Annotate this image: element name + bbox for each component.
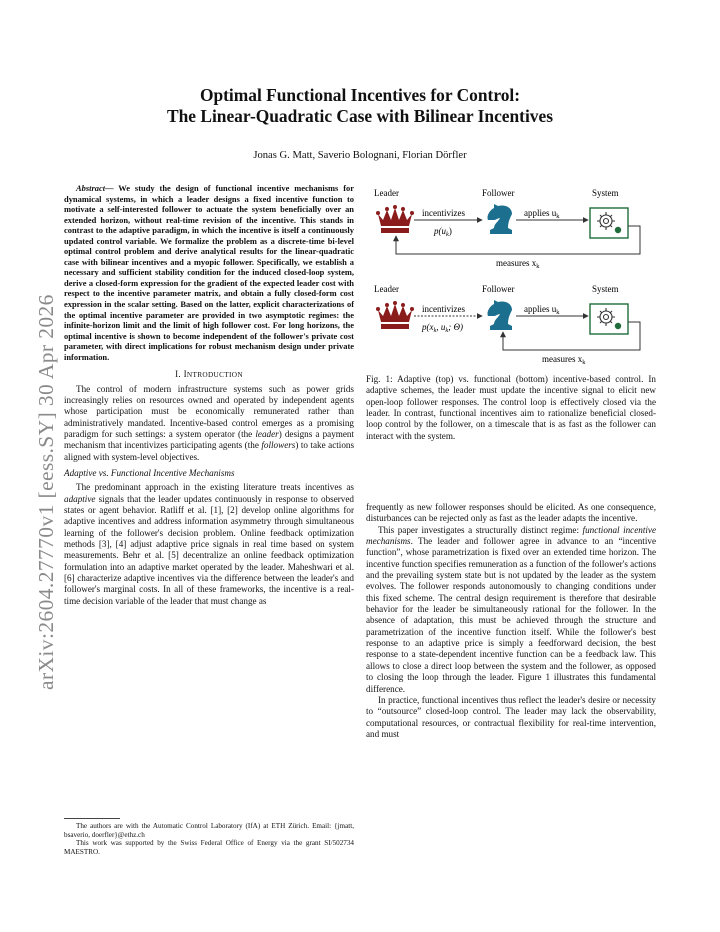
section-heading-introduction: I. INTRODUCTION bbox=[175, 369, 243, 380]
functional-diagram bbox=[374, 284, 640, 366]
system-box-bottom bbox=[590, 304, 628, 334]
footnote-funding: This work was supported by the Swiss Federal Office of Energy via the grant SI/502734 MAESTRO. bbox=[64, 839, 354, 856]
label-applies-top: applies $u_k$ bbox=[524, 208, 560, 220]
intro-paragraph-2: The predominant approach in the existing literature treats incentives as adaptive signals that the leader updates continuously in response to observed states or agent behavior. Ratliff et al. [1], [2] develop online algorithms for adaptive incentives and address information asymmetry through simultaneous learning of the follower's decision problem. Online feedback optimization methods [3], [4] adjust adaptive price signals in real time based on system measurements. Behr et al. [5] decentralize an online feedback optimization formulation into an adaptive market operated by the leader. Maheshwari et al. [6] characterize adaptive incentives via the difference between the leader's and follower's marginal costs. In all of these frameworks, the incentive is a real-time decision variable of the leader that must change as bbox=[64, 482, 354, 606]
right-paragraph-3: In practice, functional incentives thus reflect the leader's desire or necessity to “outsource” closed-loop control. The leader may lack the observability, computational resources, or contractual flexibility for real-time intervention, and must bbox=[366, 694, 656, 739]
abstract-label: Abstract bbox=[76, 183, 106, 193]
adaptive-diagram bbox=[374, 188, 640, 270]
label-leader-top: Leader bbox=[374, 188, 399, 198]
label-follower-bottom: Follower bbox=[482, 284, 515, 294]
label-incentivizes-bottom: incentivizes bbox=[422, 304, 465, 314]
label-applies-bottom: applies $u_k$ bbox=[524, 304, 560, 316]
right-paragraph-1: frequently as new follower responses should be elicited. As one consequence, disturbances can be rejected only as fast as the leader adapts the incentive. bbox=[366, 502, 656, 524]
left-column bbox=[64, 183, 354, 607]
title-line-2: The Linear-Quadratic Case with Bilinear Incentives bbox=[167, 106, 553, 126]
subsection-heading: Adaptive vs. Functional Incentive Mechanisms bbox=[64, 468, 235, 479]
label-system-top: System bbox=[592, 188, 619, 198]
footnote-affiliation: The authors are with the Automatic Control Laboratory (IfA) at ETH Zürich. Email: {jmatt, bsaverio, doerfler}@ethz.ch bbox=[64, 822, 354, 839]
paper-title bbox=[100, 85, 620, 127]
footnote-rule bbox=[64, 818, 120, 819]
label-follower-top: Follower bbox=[482, 188, 515, 198]
label-system-bottom: System bbox=[592, 284, 619, 294]
right-paragraph-2: This paper investigates a structurally distinct regime: functional incentive mechanisms. The leader and follower agree in advance to an “incentive function”, whose parametrization is fixed over an extended time horizon. The incentive function specifies remuneration as a function of the follower's actions and the prevailing system state but is not updated by the leader as the system evolves. The follower responds autonomously to changing conditions under this fixed scheme. The central design requirement is therefore that desirable behavior for the leader be simultaneously rational for the follower. In the absence of adaptation, this must be achieved through the structure and parametrization of the incentive function itself. While the follower's best response to an adaptive price is simply a feedforward decision, the best response to a state-dependent incentive function can be a feedback law. This allows to close a direct loop between the system and the follower, as opposed to closing the loop through the leader. Figure 1 illustrates this fundamental difference. bbox=[366, 524, 656, 694]
crown-icon bbox=[376, 205, 414, 233]
abstract-text: — We study the design of functional incentive mechanisms for dynamical systems, in which a leader designs a fixed incentive function to motivate a self-interested follower to actuate the system beneficially over an extended horizon, without real-time revision of the incentive. This stands in contrast to the adaptive paradigm, in which the incentive is itself a continuously updated control variable. We formalize the problem as a discrete-time bi-level optimal control problem and derive analytical results for the linear-quadratic case with bilinear incentives and a myopic follower. Specifically, we establish a necessary and sufficient stability condition for the induced closed-loop system, derive a closed-form expression for the gradient of the expected leader cost with respect to the incentive parameter matrix, and obtain a fully closed-form cost expression in the scalar setting. Based on the latter, explicit characterizations of the optimal incentive parameter are provided in two asymptotic regimes: the infinite-horizon limit and the limit of high follower cost. For long horizons, the optimal incentive is shown to become independent of the follower's private cost parameter, with direct implications for robust mechanism design under private information. bbox=[64, 183, 354, 362]
system-box-top bbox=[590, 208, 628, 238]
right-column bbox=[366, 502, 656, 740]
arxiv-identifier: arXiv:2604.27770v1 [eess.SY] 30 Apr 2026 bbox=[34, 294, 58, 690]
figure-1 bbox=[366, 184, 656, 368]
label-measures-bottom: measures $x_k$ bbox=[542, 354, 586, 366]
label-incentivizes-top: incentivizes bbox=[422, 208, 465, 218]
small-gear-icon bbox=[615, 323, 621, 329]
crown-icon bbox=[376, 301, 414, 329]
label-measures-top: measures $x_k$ bbox=[496, 258, 540, 270]
figure-caption: Fig. 1: Adaptive (top) vs. functional (bottom) incentive-based control. In adaptive schemes, the leader must update the incentive signal to elicit new open-loop follower responses. The control loop is effectively closed via the leader. In contrast, functional incentives aim to rationalize beneficial closed-loop control by the follower, on a timescale that is as fast as the follower can interact with the system. bbox=[366, 374, 656, 441]
knight-icon bbox=[487, 204, 512, 234]
abstract bbox=[64, 183, 354, 362]
knight-icon bbox=[487, 300, 512, 330]
intro-paragraph-1: The control of modern infrastructure systems such as power grids increasingly relies on resources owned and operated by independent agents whose participation must be economically remunerated rather than administratively mandated. Incentive-based control emerges as a promising paradigm for such settings: a system operator (the leader) designs a payment mechanism that incentivizes participating agents (the followers) to take actions aligned with system-level objectives. bbox=[64, 383, 355, 462]
author-list: Jonas G. Matt, Saverio Bolognani, Florian Dörfler bbox=[253, 150, 467, 161]
arxiv-stamp bbox=[14, 250, 58, 690]
title-line-1: Optimal Functional Incentives for Control: bbox=[199, 85, 521, 105]
label-incentive-top: $p(u_k)$ bbox=[434, 226, 452, 238]
figure-1-diagram bbox=[366, 184, 656, 368]
footnotes bbox=[64, 822, 354, 856]
label-leader-bottom: Leader bbox=[374, 284, 399, 294]
small-gear-icon bbox=[615, 227, 621, 233]
label-incentive-bottom: $p(x_k$, $u_k$; Θ) bbox=[422, 322, 464, 334]
